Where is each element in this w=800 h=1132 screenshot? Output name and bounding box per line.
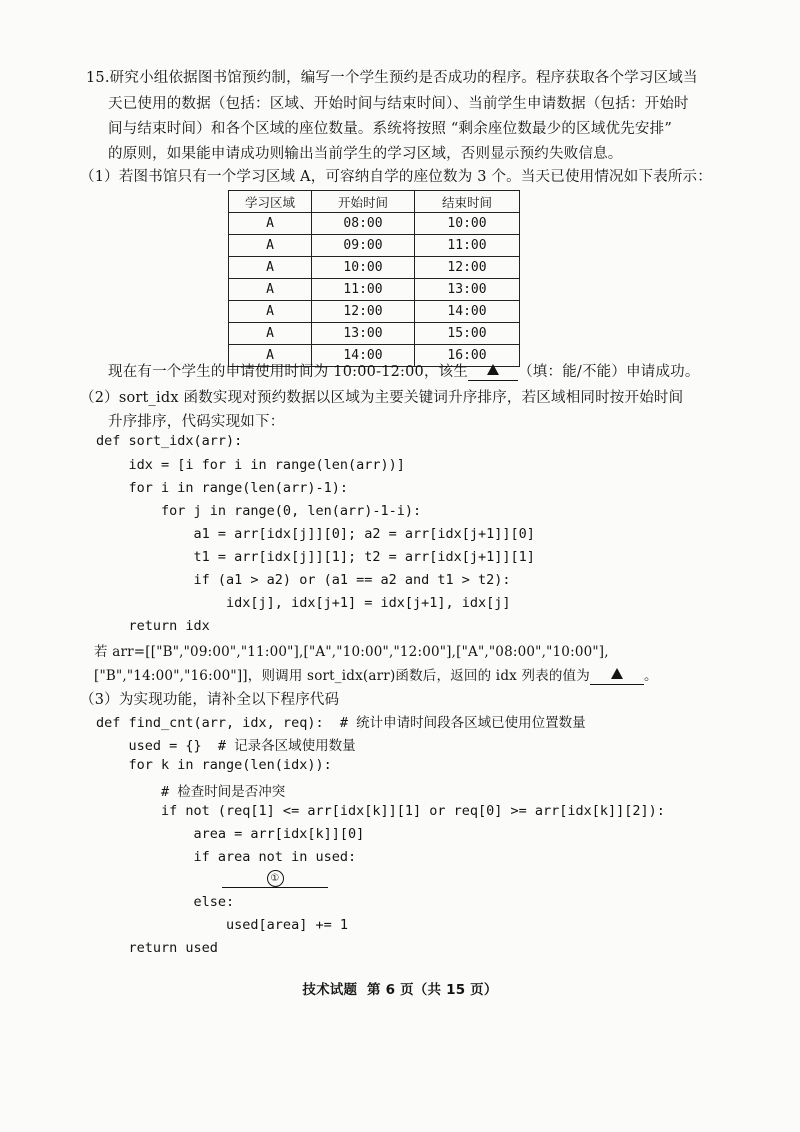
code-line: if not (req[1] <= arr[idx[k]][1] or req[0] >= arr[idx[k]][2]): bbox=[96, 803, 665, 819]
part2-question-line-2: ["B","14:00","16:00"]]，则调用 sort_idx(arr)函数后，返回的 idx 列表的值为 。 bbox=[94, 668, 658, 684]
triangle-marker-icon bbox=[487, 364, 499, 375]
table-row: A 12:00 14:00 bbox=[229, 301, 520, 323]
code-line: area = arr[idx[k]][0] bbox=[96, 826, 365, 842]
usage-table-header bbox=[229, 191, 520, 213]
code-line: if area not in used: bbox=[96, 849, 357, 865]
part1-question: 现在有一个学生的申请使用时间为 10:00-12:00，该生 （填：能/不能）申请成功。 bbox=[108, 364, 700, 380]
table-row: A 10:00 12:00 bbox=[229, 257, 520, 279]
header-end-time: 结束时间 bbox=[415, 191, 520, 213]
part2-text-line-2: 升序排序，代码实现如下： bbox=[108, 414, 285, 430]
question-intro-line-4: 的原则，如果能申请成功则输出当前学生的学习区域，否则显示预约失败信息。 bbox=[108, 146, 623, 162]
header-start-time: 开始时间 bbox=[312, 191, 415, 213]
page-footer: 技术试题 第 6 页（共 15 页） bbox=[302, 982, 498, 998]
code-line: used = {} # 记录各区域使用数量 bbox=[96, 738, 356, 754]
blank-number-label: ① bbox=[267, 870, 284, 887]
table-row: A 11:00 13:00 bbox=[229, 279, 520, 301]
code-line: for j in range(0, len(arr)-1-i): bbox=[96, 503, 422, 519]
part1-text: （1）若图书馆只有一个学习区域 A，可容纳自学的座位数为 3 个。当天已使用情况如下表所示： bbox=[80, 169, 712, 185]
code-line: idx[j], idx[j+1] = idx[j+1], idx[j] bbox=[96, 595, 511, 611]
part3-text: （3）为实现功能，请补全以下程序代码 bbox=[80, 692, 340, 708]
table-row: A 08:00 10:00 bbox=[229, 213, 520, 235]
code-line: return idx bbox=[96, 618, 210, 634]
code-line: def sort_idx(arr): bbox=[96, 433, 243, 449]
question-intro-line-2: 天已使用的数据（包括：区域、开始时间与结束时间）、当前学生申请数据（包括：开始时 bbox=[108, 96, 689, 112]
code-line: if (a1 > a2) or (a1 == a2 and t1 > t2): bbox=[96, 572, 511, 588]
code-line: used[area] += 1 bbox=[96, 917, 348, 933]
question-number: 15. bbox=[86, 70, 110, 86]
usage-table bbox=[228, 190, 520, 367]
code-line: # 检查时间是否冲突 bbox=[96, 784, 286, 800]
triangle-marker-icon bbox=[611, 668, 623, 679]
table-row: A 09:00 11:00 bbox=[229, 235, 520, 257]
code-line: for i in range(len(arr)-1): bbox=[96, 480, 348, 496]
part2-question-line-1: 若 arr=[["B","09:00","11:00"],["A","10:00","12:00"],["A","08:00","10:00"], bbox=[94, 644, 609, 660]
table-row: A 14:00 16:00 bbox=[229, 345, 520, 367]
answer-blank-part1[interactable] bbox=[468, 364, 518, 381]
code-line: idx = [i for i in range(len(arr))] bbox=[96, 457, 405, 473]
code-line: t1 = arr[idx[j]][1]; t2 = arr[idx[j+1]][1] bbox=[96, 549, 535, 565]
answer-blank-part2[interactable] bbox=[590, 668, 644, 685]
code-line: a1 = arr[idx[j]][0]; a2 = arr[idx[j+1]][0] bbox=[96, 526, 535, 542]
code-line: for k in range(len(idx)): bbox=[96, 757, 332, 773]
code-line: def find_cnt(arr, idx, req): # 统计申请时间段各区域已使用位置数量 bbox=[96, 715, 586, 731]
header-area: 学习区域 bbox=[229, 191, 312, 213]
question-intro-line-1: 15.研究小组依据图书馆预约制，编写一个学生预约是否成功的程序。程序获取各个学习区域当 bbox=[86, 70, 698, 86]
code-blank-1[interactable] bbox=[222, 870, 328, 888]
code-line: else: bbox=[96, 894, 235, 910]
code-line: return used bbox=[96, 940, 218, 956]
table-row: A 13:00 15:00 bbox=[229, 323, 520, 345]
question-intro-line-3: 间与结束时间）和各个区域的座位数量。系统将按照 “剩余座位数最少的区域优先安排” bbox=[108, 121, 672, 137]
part2-text-line-1: （2）sort_idx 函数实现对预约数据以区域为主要关键词升序排序，若区域相同时按开始时间 bbox=[80, 390, 684, 406]
